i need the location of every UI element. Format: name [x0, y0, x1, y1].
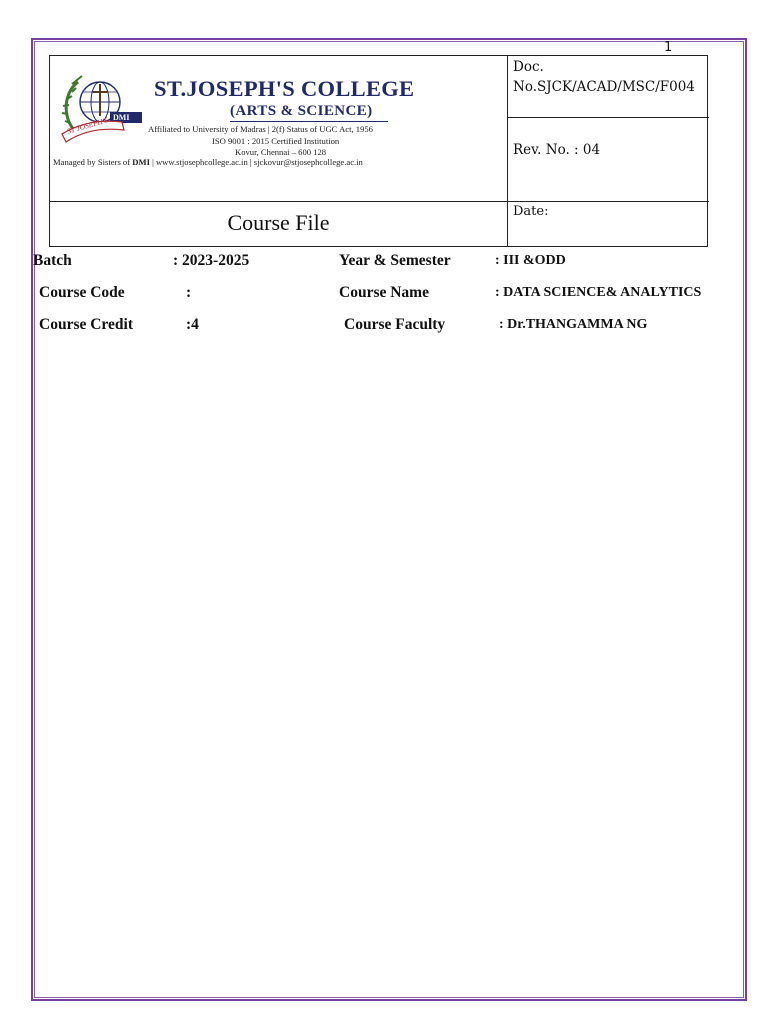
affiliation-text: Affiliated to University of Madras | 2(f) Status of UGC Act, 1956	[148, 124, 373, 134]
page-number: 1	[664, 40, 673, 55]
course-credit-value: :4	[186, 316, 199, 333]
college-subtitle: (ARTS & SCIENCE)	[230, 103, 373, 119]
logo-ribbon-text: ST JOSEPH'S	[66, 115, 109, 136]
header-divider-right-1	[507, 117, 709, 118]
college-name: ST.JOSEPH'S COLLEGE	[154, 76, 415, 101]
iso-text: ISO 9001 : 2015 Certified Institution	[212, 136, 340, 146]
course-name-label: Course Name	[339, 284, 429, 301]
batch-value: : 2023-2025	[173, 252, 250, 269]
header-divider-vertical	[507, 56, 508, 247]
course-name-value: : DATA SCIENCE& ANALYTICS	[495, 285, 702, 300]
managed-dmi: DMI	[132, 157, 150, 167]
college-logo	[58, 68, 148, 148]
year-semester-value: : III &ODD	[495, 253, 566, 268]
course-faculty-value: : Dr.THANGAMMA NG	[499, 317, 648, 332]
course-file-title: Course File	[227, 210, 330, 235]
year-semester-label: Year & Semester	[339, 252, 451, 269]
course-faculty-label: Course Faculty	[344, 316, 446, 333]
address-text: Kovur, Chennai – 600 128	[235, 147, 327, 157]
course-code-value: :	[186, 284, 192, 301]
logo-badge-text: DMI	[113, 113, 130, 122]
header-divider-right-2	[507, 201, 709, 202]
course-code-label: Course Code	[39, 284, 125, 301]
managed-suffix: | www.stjosephcollege.ac.in | sjckovur@stjosephcollege.ac.in	[149, 157, 363, 167]
header-divider-left	[50, 201, 507, 202]
managed-prefix: Managed by Sisters of	[53, 157, 133, 167]
header-table	[49, 55, 708, 247]
managed-by-text	[53, 157, 363, 167]
course-credit-label: Course Credit	[39, 316, 133, 333]
date-label: Date:	[513, 204, 549, 219]
revision-number: Rev. No. : 04	[513, 142, 601, 158]
subtitle-underline	[230, 121, 388, 122]
doc-number: Doc. No.SJCK/ACAD/MSC/F004	[513, 59, 695, 95]
batch-label: Batch	[33, 252, 72, 269]
